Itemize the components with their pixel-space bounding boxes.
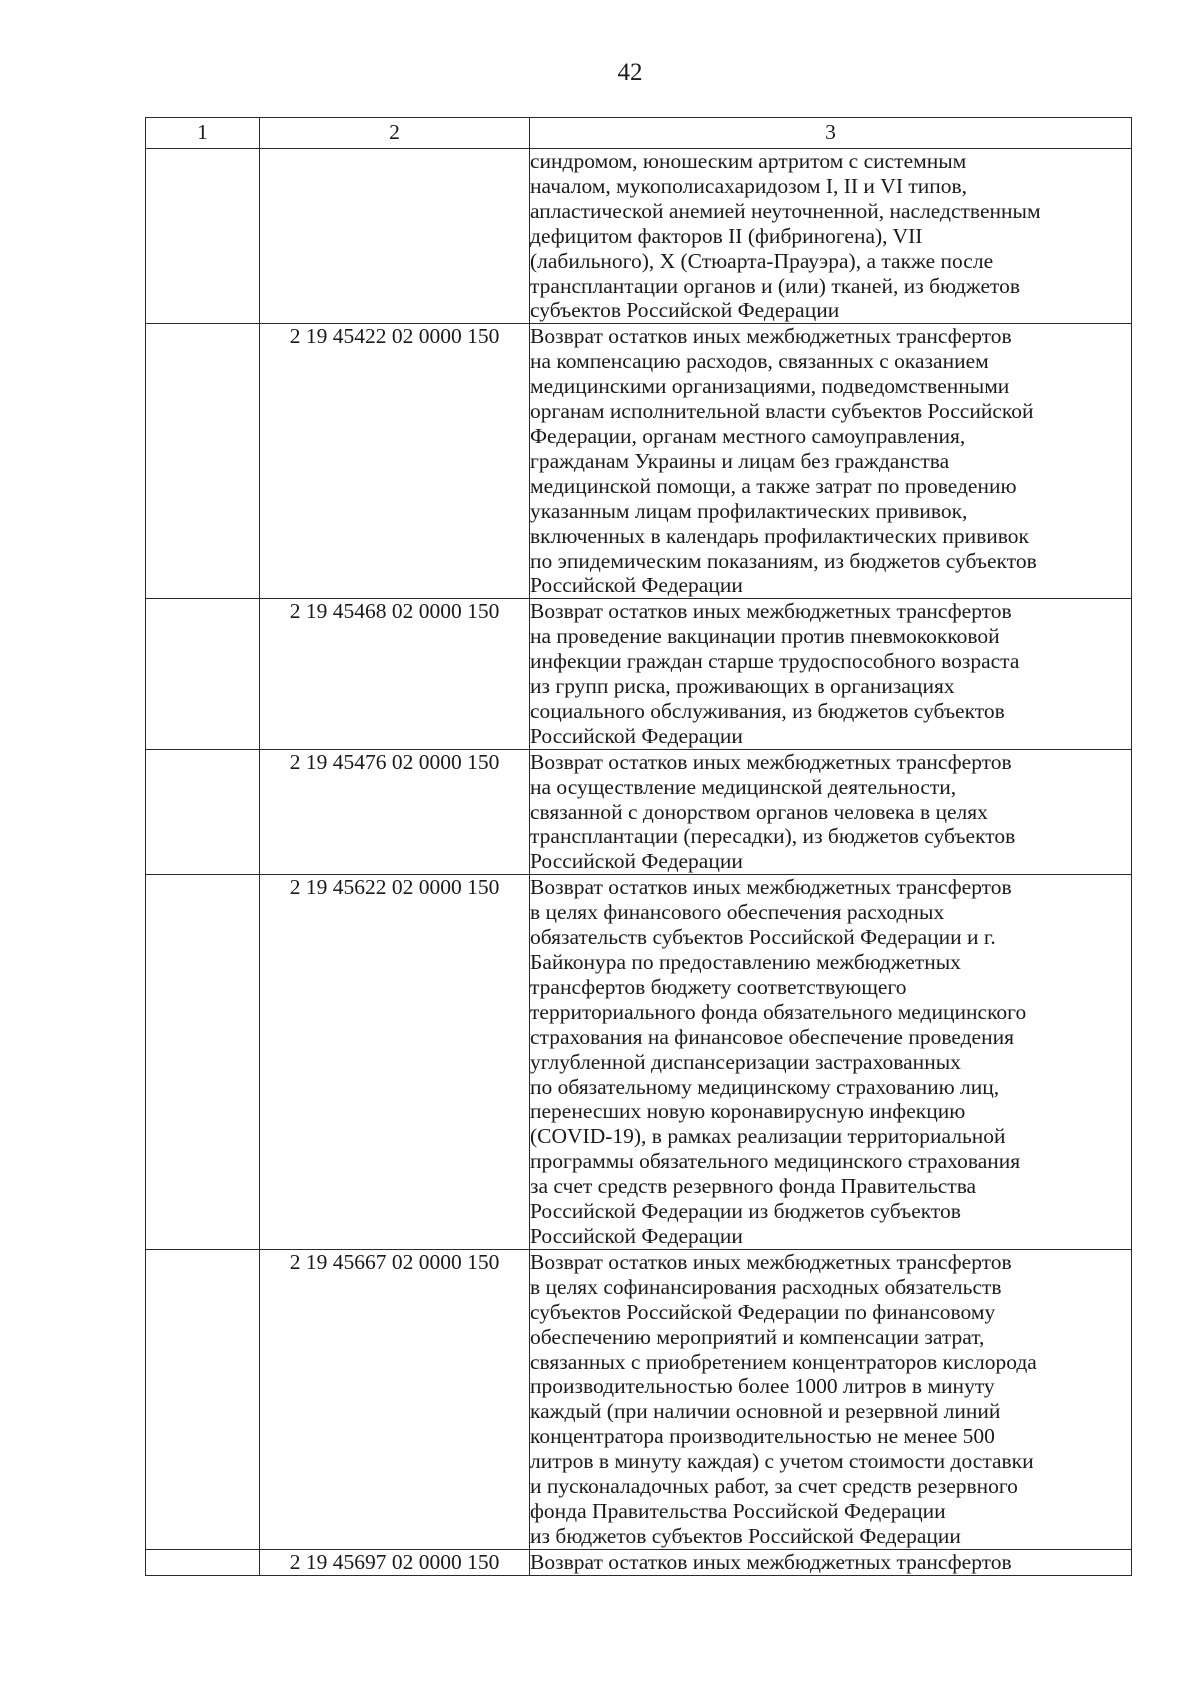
budget-code: 2 19 45667 02 0000 150 bbox=[260, 1249, 530, 1549]
description-line: синдромом, юношеским артритом с системным bbox=[530, 149, 967, 173]
description-line: территориального фонда обязательного медицинского bbox=[530, 999, 1027, 1024]
table-row bbox=[146, 324, 1132, 599]
description-line: медицинской помощи, а также затрат по проведению bbox=[530, 473, 1017, 498]
description-line: производительностью более 1000 литров в минуту bbox=[530, 1374, 995, 1399]
description-line: началом, мукополисахаридозом I, II и VI типов, bbox=[530, 173, 968, 198]
page-number: 42 bbox=[617, 59, 643, 86]
description-line: дефицитом факторов II (фибриногена), VII bbox=[530, 223, 923, 248]
description-line: концентратора производительностью не менее 500 bbox=[530, 1424, 995, 1449]
description-line: указанным лицам профилактических прививок, bbox=[530, 498, 968, 523]
description-line: каждый (при наличии основной и резервной линий bbox=[530, 1399, 1001, 1424]
column-header-1: 1 bbox=[146, 118, 260, 149]
budget-code: 2 19 45422 02 0000 150 bbox=[260, 324, 530, 599]
table-row bbox=[146, 875, 1132, 1250]
column-header-3: 3 bbox=[530, 118, 1132, 149]
budget-code: 2 19 45476 02 0000 150 bbox=[260, 749, 530, 875]
description-line: Возврат остатков иных межбюджетных трансфертов bbox=[530, 1249, 1012, 1274]
table-body bbox=[146, 149, 1132, 1576]
table-header-row bbox=[146, 118, 1132, 149]
description-line: гражданам Украины и лицам без гражданства bbox=[530, 448, 950, 473]
description-line: Возврат остатков иных межбюджетных трансфертов bbox=[530, 599, 1012, 624]
description-line: на осуществление медицинской деятельности, bbox=[530, 774, 957, 799]
row-cell-col1 bbox=[146, 599, 260, 749]
description-line: субъектов Российской Федерации по финансовому bbox=[530, 1299, 996, 1324]
budget-description bbox=[530, 875, 1132, 1250]
description-line: трансплантации (пересадки), из бюджетов субъектов bbox=[530, 824, 1016, 849]
description-line: Российской Федерации bbox=[530, 723, 743, 748]
description-line: Российской Федерации bbox=[530, 849, 743, 874]
table-row bbox=[146, 749, 1132, 875]
description-line: органам исполнительной власти субъектов Российской bbox=[530, 399, 1034, 424]
table-row bbox=[146, 1249, 1132, 1549]
budget-description bbox=[530, 149, 1132, 324]
description-line: литров в минуту каждая) с учетом стоимости доставки bbox=[530, 1449, 1034, 1474]
description-line: Российской Федерации bbox=[530, 1223, 743, 1248]
description-line: Возврат остатков иных межбюджетных трансфертов bbox=[530, 1549, 1012, 1574]
budget-description bbox=[530, 1249, 1132, 1549]
description-line: субъектов Российской Федерации bbox=[530, 298, 840, 323]
description-line: Российской Федерации bbox=[530, 573, 743, 598]
description-line: углубленной диспансеризации застрахованных bbox=[530, 1049, 961, 1074]
description-line: и пусконаладочных работ, за счет средств резервного bbox=[530, 1474, 1018, 1499]
description-line: по эпидемическим показаниям, из бюджетов субъектов bbox=[530, 548, 1037, 573]
row-cell-col1 bbox=[146, 1249, 260, 1549]
row-cell-col1 bbox=[146, 1549, 260, 1575]
description-line: (лабильного), X (Стюарта-Прауэра), а также после bbox=[530, 248, 994, 273]
budget-code bbox=[260, 149, 530, 324]
row-cell-col1 bbox=[146, 149, 260, 324]
description-line: социального обслуживания, из бюджетов субъектов bbox=[530, 698, 1005, 723]
description-line: обязательств субъектов Российской Федерации и г. bbox=[530, 925, 996, 950]
description-line: медицинскими организациями, подведомственными bbox=[530, 374, 1010, 399]
description-line: за счет средств резервного фонда Правительства bbox=[530, 1174, 977, 1199]
description-line: инфекции граждан старше трудоспособного возраста bbox=[530, 649, 1020, 674]
description-line: Возврат остатков иных межбюджетных трансфертов bbox=[530, 324, 1012, 349]
description-line: Байконура по предоставлению межбюджетных bbox=[530, 950, 961, 974]
description-line: фонда Правительства Российской Федерации bbox=[530, 1498, 946, 1523]
description-line: по обязательному медицинскому страхованию лиц, bbox=[530, 1074, 1000, 1099]
budget-description bbox=[530, 1549, 1132, 1575]
description-line: (COVID-19), в рамках реализации территориальной bbox=[530, 1124, 1006, 1149]
description-line: апластической анемией неуточненной, наследственным bbox=[530, 198, 1041, 223]
description-line: из бюджетов субъектов Российской Федерации bbox=[530, 1523, 961, 1548]
row-cell-col1 bbox=[146, 324, 260, 599]
column-header-2: 2 bbox=[260, 118, 530, 149]
description-line: в целях финансового обеспечения расходных bbox=[530, 900, 945, 925]
description-line: программы обязательного медицинского страхования bbox=[530, 1149, 1021, 1174]
row-cell-col1 bbox=[146, 875, 260, 1250]
budget-description bbox=[530, 749, 1132, 875]
description-line: на проведение вакцинации против пневмококковой bbox=[530, 624, 1000, 649]
budget-code: 2 19 45468 02 0000 150 bbox=[260, 599, 530, 749]
description-line: связанных с приобретением концентраторов кислорода bbox=[530, 1349, 1037, 1374]
description-line: обеспечению мероприятий и компенсации затрат, bbox=[530, 1324, 985, 1349]
description-line: Возврат остатков иных межбюджетных трансфертов bbox=[530, 875, 1012, 900]
table-row bbox=[146, 149, 1132, 324]
description-line: трансплантации органов и (или) тканей, из бюджетов bbox=[530, 273, 1021, 298]
budget-code: 2 19 45622 02 0000 150 bbox=[260, 875, 530, 1250]
budget-codes-table bbox=[145, 117, 1132, 1576]
description-line: в целях софинансирования расходных обязательств bbox=[530, 1274, 1002, 1299]
description-line: перенесших новую коронавирусную инфекцию bbox=[530, 1099, 966, 1124]
description-line: из групп риска, проживающих в организациях bbox=[530, 674, 955, 699]
description-line: связанной с донорством органов человека в целях bbox=[530, 799, 988, 824]
description-line: Возврат остатков иных межбюджетных трансфертов bbox=[530, 749, 1012, 774]
table-row bbox=[146, 1549, 1132, 1575]
table-row bbox=[146, 599, 1132, 749]
description-line: включенных в календарь профилактических прививок bbox=[530, 523, 1029, 548]
budget-description bbox=[530, 324, 1132, 599]
description-line: трансфертов бюджету соответствующего bbox=[530, 974, 907, 999]
description-line: Федерации, органам местного самоуправления, bbox=[530, 423, 966, 448]
row-cell-col1 bbox=[146, 749, 260, 875]
budget-description bbox=[530, 599, 1132, 749]
description-line: Российской Федерации из бюджетов субъектов bbox=[530, 1199, 961, 1224]
description-line: на компенсацию расходов, связанных с оказанием bbox=[530, 349, 989, 374]
description-line: страхования на финансовое обеспечение проведения bbox=[530, 1024, 1015, 1049]
budget-code: 2 19 45697 02 0000 150 bbox=[260, 1549, 530, 1575]
